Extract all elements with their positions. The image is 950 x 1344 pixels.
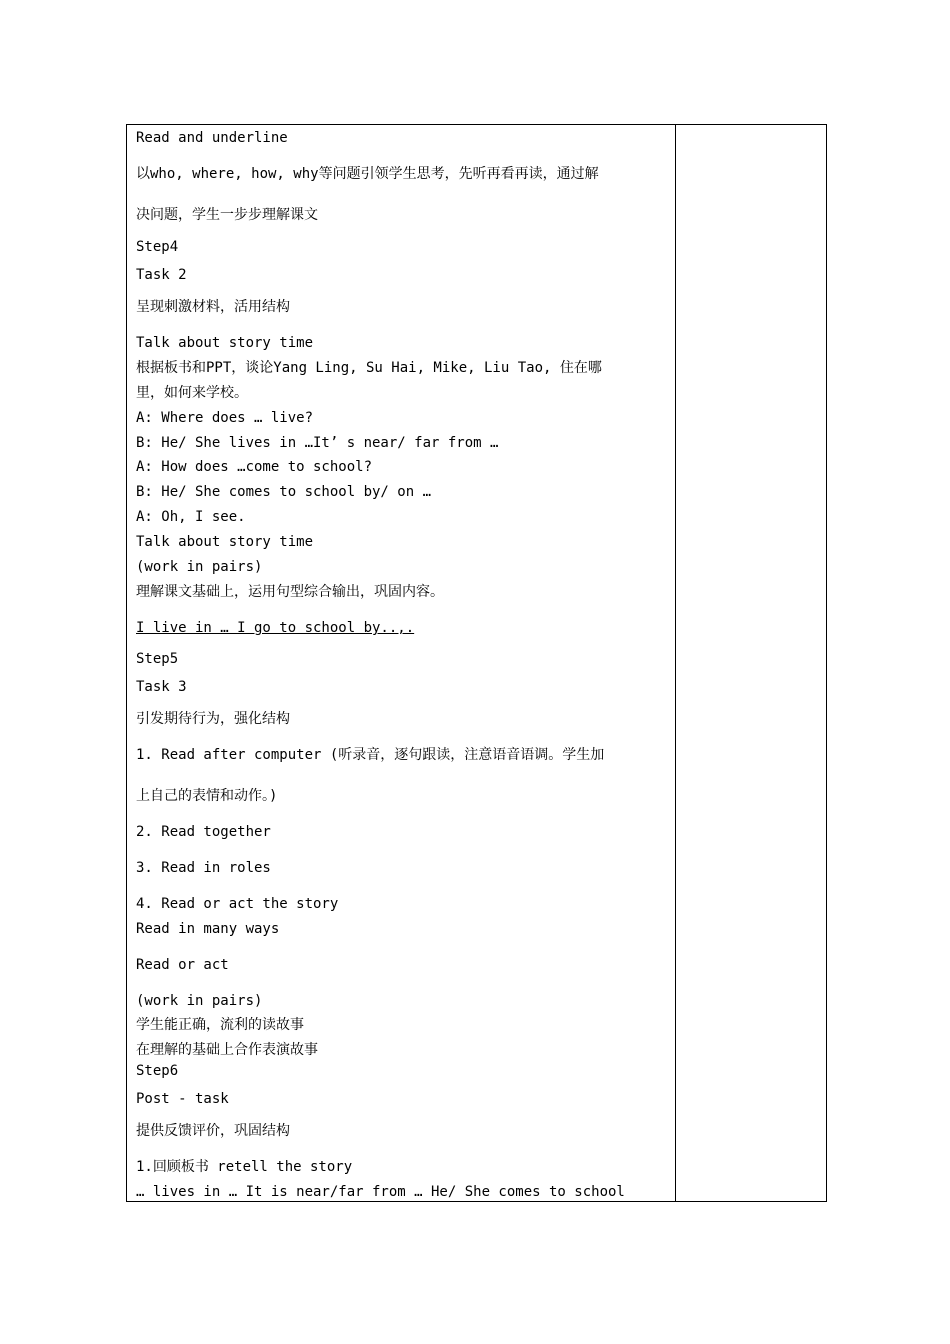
text-line: Talk about story time xyxy=(136,534,314,550)
text-line: 决问题，学生一步步理解课文 xyxy=(136,207,318,223)
text-line: 在理解的基础上合作表演故事 xyxy=(136,1042,318,1058)
text-line: Step5 xyxy=(136,651,179,667)
text-line: A: How does …come to school? xyxy=(136,459,373,475)
text-line: (work in pairs) xyxy=(136,559,263,575)
text-line: 提供反馈评价，巩固结构 xyxy=(136,1123,290,1139)
text-line: 2. Read together xyxy=(136,824,271,840)
text-line: Post - task xyxy=(136,1091,229,1107)
text-line: 学生能正确，流利的读故事 xyxy=(136,1017,304,1033)
text-line: Read in many ways xyxy=(136,921,280,937)
text-line: A: Where does … live? xyxy=(136,410,314,426)
text-line: 呈现刺激材料，活用结构 xyxy=(136,299,290,315)
lesson-plan-table xyxy=(126,124,827,1202)
text-line: 根据板书和PPT，谈论Yang Ling, Su Hai, Mike, Liu Tao, 住在哪 xyxy=(136,360,602,376)
text-line: B: He/ She lives in …It’ s near/ far from … xyxy=(136,435,499,451)
text-line: Read and underline xyxy=(136,130,288,146)
text-line: 1.回顾板书 retell the story xyxy=(136,1159,353,1175)
text-line: 1. Read after computer (听录音，逐句跟读，注意语音语调。学生加 xyxy=(136,747,605,763)
text-line: Task 3 xyxy=(136,679,187,695)
text-line: A: Oh, I see. xyxy=(136,509,246,525)
notes-cell xyxy=(676,125,826,1201)
text-line: … lives in … It is near/far from … He/ She comes to school xyxy=(136,1184,625,1200)
text-line: Step6 xyxy=(136,1063,179,1079)
procedure-cell xyxy=(127,125,675,1201)
text-line: Talk about story time xyxy=(136,335,314,351)
text-line: 理解课文基础上，运用句型综合输出，巩固内容。 xyxy=(136,584,444,600)
underlined-text-line: I live in … I go to school by..,. xyxy=(136,620,415,636)
text-line: Step4 xyxy=(136,239,179,255)
text-line: B: He/ She comes to school by/ on … xyxy=(136,484,432,500)
text-line: 里，如何来学校。 xyxy=(136,385,248,401)
text-line: 引发期待行为，强化结构 xyxy=(136,711,290,727)
text-line: 上自己的表情和动作。) xyxy=(136,788,278,804)
text-line: 3. Read in roles xyxy=(136,860,271,876)
text-line: (work in pairs) xyxy=(136,993,263,1009)
text-line: Task 2 xyxy=(136,267,187,283)
text-line: 以who, where, how, why等问题引领学生思考，先听再看再读，通过解 xyxy=(136,166,599,182)
text-line: 4. Read or act the story xyxy=(136,896,339,912)
text-line: Read or act xyxy=(136,957,229,973)
